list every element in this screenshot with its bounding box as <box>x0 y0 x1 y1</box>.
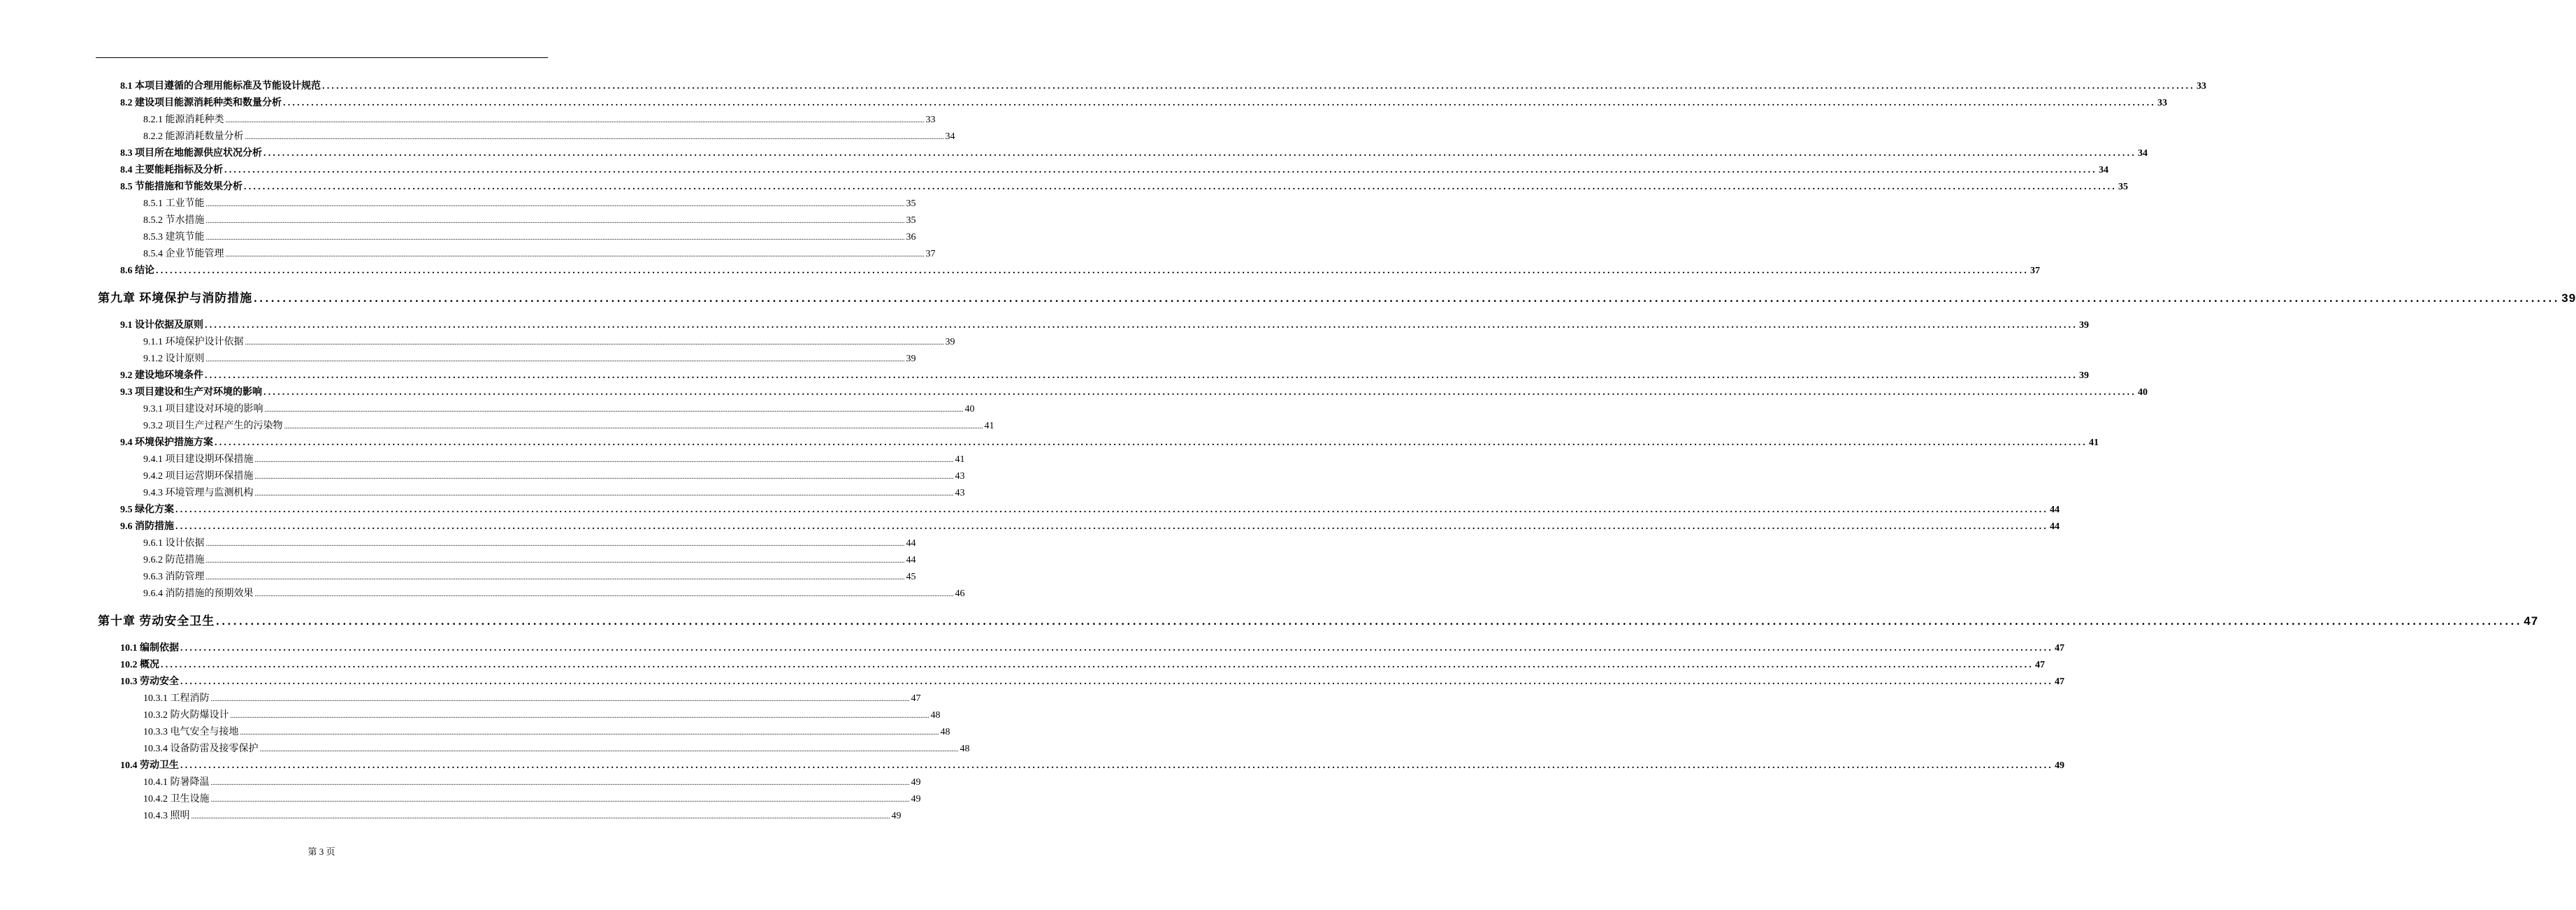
toc-entry-label: 10.4.3 照明 <box>143 811 190 821</box>
dot-leader: ................................................................................................................................................................................................................................................................................................................................................................................................................ <box>205 217 905 225</box>
toc-entry-page: 47 <box>911 693 921 704</box>
toc-section-entry[interactable] <box>120 674 2064 688</box>
dot-leader: ................................................................................................................................................................................................................................................................................................................................................................................................................ <box>244 182 2117 192</box>
toc-subsection-entry[interactable] <box>143 535 916 549</box>
toc-entry-label: 9.3.2 项目生产过程产生的污染物 <box>143 421 283 431</box>
toc-section-entry[interactable] <box>120 317 2089 331</box>
dot-leader: ................................................................................................................................................................................................................................................................................................................................................................................................................ <box>205 234 905 242</box>
dot-leader: ................................................................................................................................................................................................................................................................................................................................................................................................................ <box>263 387 2136 398</box>
toc-entry-label: 10.3.2 防火防爆设计 <box>143 710 229 721</box>
toc-entry-page: 37 <box>2030 266 2040 276</box>
toc-entry-label: 8.3 项目所在地能源供应状况分析 <box>120 148 262 159</box>
toc-subsection-entry[interactable] <box>143 246 936 260</box>
toc-subsection-entry[interactable] <box>143 586 965 600</box>
toc-section-entry[interactable] <box>120 368 2089 382</box>
toc-entry-label: 9.3.1 项目建设对环境的影响 <box>143 404 263 414</box>
dot-leader: ................................................................................................................................................................................................................................................................................................................................................................................................................ <box>210 695 910 703</box>
toc-entry-page: 34 <box>2099 165 2108 175</box>
toc-entry-label: 9.4.3 环境管理与监测机构 <box>143 488 254 498</box>
header-rule <box>96 57 548 58</box>
toc-subsection-entry[interactable] <box>143 569 916 583</box>
toc-entry-page: 35 <box>906 215 916 226</box>
toc-entry-page: 41 <box>955 454 965 465</box>
toc-entry-page: 40 <box>964 404 975 414</box>
toc-entry-page: 37 <box>925 249 936 259</box>
toc-entry-label: 8.5.3 建筑节能 <box>143 232 205 243</box>
toc-subsection-entry[interactable] <box>143 468 965 482</box>
dot-leader: ................................................................................................................................................................................................................................................................................................................................................................................................................ <box>322 81 2195 92</box>
dot-leader: ................................................................................................................................................................................................................................................................................................................................................................................................................ <box>175 505 2048 515</box>
toc-entry-page: 43 <box>955 488 965 498</box>
toc-entry-page: 33 <box>2197 81 2206 92</box>
toc-entry-label: 10.1 编制依据 <box>120 643 179 653</box>
toc-chapter-entry[interactable] <box>98 611 2539 628</box>
dot-leader: ................................................................................................................................................................................................................................................................................................................................................................................................................ <box>263 148 2136 159</box>
toc-section-entry[interactable] <box>120 145 2148 159</box>
toc-section-entry[interactable] <box>120 179 2128 193</box>
dot-leader: ................................................................................................................................................................................................................................................................................................................................................................................................................ <box>191 813 890 821</box>
toc-entry-page: 34 <box>945 131 955 142</box>
dot-leader: ................................................................................................................................................................................................................................................................................................................................................................................................................ <box>175 521 2048 532</box>
toc-entry-page: 49 <box>911 794 921 804</box>
toc-entry-page: 47 <box>2055 643 2064 653</box>
toc-entry-page: 36 <box>906 232 916 243</box>
toc-entry-page: 41 <box>984 421 994 431</box>
toc-entry-page: 39 <box>906 354 916 364</box>
toc-entry-page: 48 <box>960 744 970 754</box>
toc-entry-page: 39 <box>945 337 955 347</box>
toc-entry-page: 47 <box>2055 677 2064 687</box>
toc-entry-label: 第十章 劳动安全卫生 <box>98 614 215 628</box>
toc-entry-label: 8.6 结论 <box>120 266 154 276</box>
toc-entry-page: 44 <box>906 555 916 565</box>
toc-entry-label: 9.4.2 项目运营期环保措施 <box>143 471 254 482</box>
toc-section-entry[interactable] <box>120 758 2064 772</box>
toc-subsection-entry[interactable] <box>143 351 916 365</box>
toc-entry-label: 9.1.2 设计原则 <box>143 354 205 364</box>
dot-leader: ................................................................................................................................................................................................................................................................................................................................................................................................................ <box>161 660 2034 670</box>
toc-entry-page: 35 <box>2118 182 2128 192</box>
toc-entry-label: 8.1 本项目遵循的合理用能标准及节能设计规范 <box>120 81 321 92</box>
toc-entry-label: 10.2 概况 <box>120 660 159 670</box>
dot-leader: ................................................................................................................................................................................................................................................................................................................................................................................................................ <box>216 614 2523 628</box>
toc-entry-label: 8.4 主要能耗指标及分析 <box>120 165 223 175</box>
dot-leader: ................................................................................................................................................................................................................................................................................................................................................................................................................ <box>264 406 964 414</box>
toc-entry-label: 10.3.1 工程消防 <box>143 693 210 704</box>
toc-entry-label: 8.5.4 企业节能管理 <box>143 249 224 259</box>
toc-subsection-entry[interactable] <box>143 196 916 210</box>
dot-leader: ................................................................................................................................................................................................................................................................................................................................................................................................................ <box>180 677 2053 687</box>
toc-entry-page: 48 <box>940 727 950 737</box>
toc-entry-label: 10.3.4 设备防雷及接零保护 <box>143 744 259 754</box>
toc-section-entry[interactable] <box>120 519 2060 533</box>
toc-entry-label: 10.4 劳动卫生 <box>120 760 179 771</box>
dot-leader: ................................................................................................................................................................................................................................................................................................................................................................................................................ <box>254 473 954 481</box>
dot-leader: ................................................................................................................................................................................................................................................................................................................................................................................................................ <box>254 490 954 498</box>
dot-leader: ................................................................................................................................................................................................................................................................................................................................................................................................................ <box>205 320 2078 331</box>
toc-subsection-entry[interactable] <box>143 741 970 755</box>
toc-subsection-entry[interactable] <box>143 791 921 805</box>
dot-leader: ................................................................................................................................................................................................................................................................................................................................................................................................................ <box>180 643 2053 653</box>
dot-leader: ................................................................................................................................................................................................................................................................................................................................................................................................................ <box>205 574 905 582</box>
toc-subsection-entry[interactable] <box>143 452 965 465</box>
toc-entry-label: 9.1.1 环境保护设计依据 <box>143 337 244 347</box>
toc-subsection-entry[interactable] <box>143 485 965 499</box>
toc-entry-page: 47 <box>2524 614 2539 628</box>
dot-leader: ................................................................................................................................................................................................................................................................................................................................................................................................................ <box>225 117 925 124</box>
toc-subsection-entry[interactable] <box>143 552 916 566</box>
dot-leader: ................................................................................................................................................................................................................................................................................................................................................................................................................ <box>283 98 2156 108</box>
toc-section-entry[interactable] <box>120 435 2099 449</box>
toc-entry-label: 8.5.1 工业节能 <box>143 198 205 209</box>
toc-entry-page: 47 <box>2035 660 2045 670</box>
toc-entry-page: 33 <box>2157 98 2167 108</box>
toc-entry-label: 10.4.2 卫生设施 <box>143 794 210 804</box>
toc-entry-page: 41 <box>2089 438 2099 448</box>
dot-leader: ................................................................................................................................................................................................................................................................................................................................................................................................................ <box>205 557 905 565</box>
toc-entry-label: 9.6.3 消防管理 <box>143 572 205 582</box>
toc-entry-page: 49 <box>911 777 921 788</box>
toc-entry-page: 39 <box>2079 370 2089 381</box>
dot-leader: ................................................................................................................................................................................................................................................................................................................................................................................................................ <box>254 456 954 464</box>
dot-leader: ................................................................................................................................................................................................................................................................................................................................................................................................................ <box>215 438 2087 448</box>
toc-section-entry[interactable] <box>120 657 2045 671</box>
toc-section-entry[interactable] <box>120 640 2064 654</box>
toc-entry-page: 34 <box>2138 148 2148 159</box>
toc-subsection-entry[interactable] <box>143 808 902 822</box>
dot-leader: ................................................................................................................................................................................................................................................................................................................................................................................................................ <box>240 729 939 737</box>
dot-leader: ................................................................................................................................................................................................................................................................................................................................................................................................................ <box>245 339 944 347</box>
toc-entry-page: 49 <box>891 811 902 821</box>
toc-entry-label: 9.6.2 防范措施 <box>143 555 205 565</box>
toc-entry-page: 49 <box>2055 760 2064 771</box>
dot-leader: ................................................................................................................................................................................................................................................................................................................................................................................................................ <box>210 796 910 804</box>
toc-entry-label: 9.3 项目建设和生产对环境的影响 <box>120 387 262 398</box>
toc-entry-page: 44 <box>2050 505 2060 515</box>
toc-entry-page: 40 <box>2138 387 2148 398</box>
dot-leader: ................................................................................................................................................................................................................................................................................................................................................................................................................ <box>225 251 925 259</box>
page-number: 第 3 页 <box>307 846 335 857</box>
toc-subsection-entry[interactable] <box>143 418 994 432</box>
toc-entry-page: 48 <box>930 710 941 721</box>
toc-chapter-entry[interactable] <box>98 288 2576 305</box>
dot-leader: ................................................................................................................................................................................................................................................................................................................................................................................................................ <box>245 133 944 141</box>
toc-entry-label: 9.1 设计依据及原则 <box>120 320 203 331</box>
toc-entry-page: 39 <box>2079 320 2089 331</box>
toc-entry-label: 8.5.2 节水措施 <box>143 215 205 226</box>
toc-entry-label: 9.6.1 设计依据 <box>143 538 205 549</box>
toc-entry-label: 10.4.1 防暑降温 <box>143 777 210 788</box>
toc-subsection-entry[interactable] <box>143 691 921 705</box>
toc-subsection-entry[interactable] <box>143 229 916 243</box>
toc-entry-page: 46 <box>955 588 965 599</box>
toc-entry-page: 44 <box>906 538 916 549</box>
toc-entry-label: 9.4.1 项目建设期环保措施 <box>143 454 254 465</box>
toc-subsection-entry[interactable] <box>143 724 950 738</box>
toc-section-entry[interactable] <box>120 78 2206 92</box>
toc-entry-label: 9.5 绿化方案 <box>120 505 174 515</box>
toc-subsection-entry[interactable] <box>143 129 955 143</box>
dot-leader: ................................................................................................................................................................................................................................................................................................................................................................................................................ <box>156 266 2029 276</box>
dot-leader: ................................................................................................................................................................................................................................................................................................................................................................................................................ <box>205 540 905 548</box>
toc-subsection-entry[interactable] <box>143 334 955 348</box>
toc-entry-label: 8.5 节能措施和节能效果分析 <box>120 182 243 192</box>
toc-entry-label: 10.3.3 电气安全与接地 <box>143 727 239 737</box>
toc-section-entry[interactable] <box>120 162 2108 176</box>
toc-subsection-entry[interactable] <box>143 401 975 415</box>
dot-leader: ................................................................................................................................................................................................................................................................................................................................................................................................................ <box>254 291 2561 305</box>
toc-entry-page: 44 <box>2050 521 2060 532</box>
dot-leader: ................................................................................................................................................................................................................................................................................................................................................................................................................ <box>254 591 954 598</box>
toc-entry-label: 8.2 建设项目能源消耗种类和数量分析 <box>120 98 282 108</box>
dot-leader: ................................................................................................................................................................................................................................................................................................................................................................................................................ <box>230 712 929 720</box>
dot-leader: ................................................................................................................................................................................................................................................................................................................................................................................................................ <box>205 370 2078 381</box>
toc-entry-page: 33 <box>925 115 936 125</box>
dot-leader: ................................................................................................................................................................................................................................................................................................................................................................................................................ <box>180 760 2053 771</box>
toc-entry-label: 9.6 消防措施 <box>120 521 174 532</box>
toc-section-entry[interactable] <box>120 384 2148 398</box>
toc-entry-label: 8.2.2 能源消耗数量分析 <box>143 131 244 142</box>
toc-subsection-entry[interactable] <box>143 212 916 226</box>
toc-subsection-entry[interactable] <box>143 707 941 721</box>
toc-section-entry[interactable] <box>120 502 2060 516</box>
toc-entry-label: 9.6.4 消防措施的预期效果 <box>143 588 254 599</box>
dot-leader: ................................................................................................................................................................................................................................................................................................................................................................................................................ <box>205 201 905 208</box>
toc-subsection-entry[interactable] <box>143 774 921 788</box>
dot-leader: ................................................................................................................................................................................................................................................................................................................................................................................................................ <box>210 779 910 787</box>
toc-subsection-entry[interactable] <box>143 112 936 126</box>
toc-section-entry[interactable] <box>120 95 2167 109</box>
toc-section-entry[interactable] <box>120 263 2040 277</box>
toc-entry-label: 9.4 环境保护措施方案 <box>120 438 213 448</box>
dot-leader: ................................................................................................................................................................................................................................................................................................................................................................................................................ <box>224 165 2097 175</box>
toc-entry-label: 8.2.1 能源消耗种类 <box>143 115 224 125</box>
toc-entry-label: 10.3 劳动安全 <box>120 677 179 687</box>
toc-entry-page: 43 <box>955 471 965 482</box>
toc-entry-page: 35 <box>906 198 916 209</box>
dot-leader: ................................................................................................................................................................................................................................................................................................................................................................................................................ <box>259 746 959 753</box>
toc-entry-label: 第九章 环境保护与消防措施 <box>98 291 253 305</box>
toc-entry-label: 9.2 建设地环境条件 <box>120 370 203 381</box>
dot-leader: ................................................................................................................................................................................................................................................................................................................................................................................................................ <box>205 356 905 363</box>
toc-entry-page: 39 <box>2561 291 2576 305</box>
toc-entry-page: 45 <box>906 572 916 582</box>
dot-leader: ................................................................................................................................................................................................................................................................................................................................................................................................................ <box>284 423 983 431</box>
